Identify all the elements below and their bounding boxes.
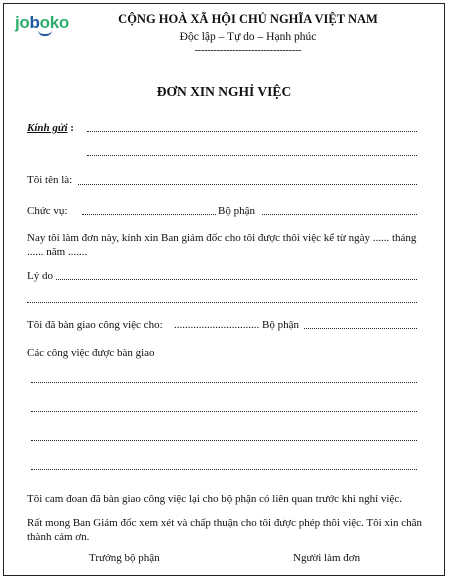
request-line-1: Nay tôi làm đơn này, kính xin Ban giám đốc cho tôi được thôi việc kể từ ngày ...... tháng bbox=[27, 232, 417, 244]
ten-field[interactable] bbox=[78, 184, 417, 185]
kinh-gui-field-2[interactable] bbox=[87, 155, 417, 156]
national-motto: Độc lập – Tự do – Hạnh phúc bbox=[179, 31, 317, 43]
bo-phan-field[interactable] bbox=[262, 214, 417, 215]
motto-rule: ---------------------------------- bbox=[194, 45, 302, 56]
ly-do-label: Lý do bbox=[27, 270, 53, 282]
signature-applicant: Người làm đơn bbox=[293, 552, 361, 564]
cong-viec-label: Các công việc được bàn giao bbox=[27, 347, 155, 359]
cong-viec-field-1[interactable] bbox=[31, 382, 417, 383]
ly-do-field-1[interactable] bbox=[56, 279, 417, 280]
chuc-vu-label: Chức vụ: bbox=[27, 205, 68, 217]
cong-viec-field-2[interactable] bbox=[31, 411, 417, 412]
bo-phan-label: Bộ phận bbox=[218, 205, 255, 217]
commitment-text: Tôi cam đoan đã bàn giao công việc lại cho bộ phận có liên quan trước khi nghỉ việc. bbox=[27, 493, 402, 505]
ban-giao-field[interactable]: ............................... bbox=[174, 319, 260, 331]
ly-do-field-2[interactable] bbox=[27, 302, 417, 303]
national-title: CỘNG HOÀ XÃ HỘI CHỦ NGHĨA VIỆT NAM bbox=[118, 12, 378, 26]
kinh-gui-field-1[interactable] bbox=[87, 131, 417, 132]
closing-line-1: Rất mong Ban Giám đốc xem xét và chấp thuận cho tôi được phép thôi việc. Tôi xin chân bbox=[27, 517, 422, 529]
document-title: ĐƠN XIN NGHỈ VIỆC bbox=[156, 84, 292, 99]
logo-part-b: b bbox=[29, 13, 40, 32]
kinh-gui-label: Kính gửi bbox=[27, 122, 68, 134]
cong-viec-field-4[interactable] bbox=[31, 469, 417, 470]
logo-part-oko: oko bbox=[39, 13, 69, 32]
closing-line-2: thành cảm ơn. bbox=[27, 531, 90, 543]
signature-department-head: Trưởng bộ phận bbox=[89, 552, 160, 564]
ten-label: Tôi tên là: bbox=[27, 174, 73, 186]
kinh-gui-colon: : bbox=[67, 122, 74, 134]
cong-viec-field-3[interactable] bbox=[31, 440, 417, 441]
ban-giao-label: Tôi đã bàn giao công việc cho: bbox=[27, 319, 163, 331]
logo-part-jo: jo bbox=[15, 13, 30, 32]
chuc-vu-field[interactable] bbox=[82, 214, 216, 215]
kinh-gui-row bbox=[27, 121, 74, 135]
document-page bbox=[3, 3, 445, 576]
bo-phan-field-2[interactable] bbox=[304, 328, 417, 329]
logo-smile-icon bbox=[38, 30, 52, 36]
request-line-2: ...... năm ....... bbox=[27, 246, 88, 258]
bo-phan-label-2: Bộ phận bbox=[262, 319, 299, 331]
